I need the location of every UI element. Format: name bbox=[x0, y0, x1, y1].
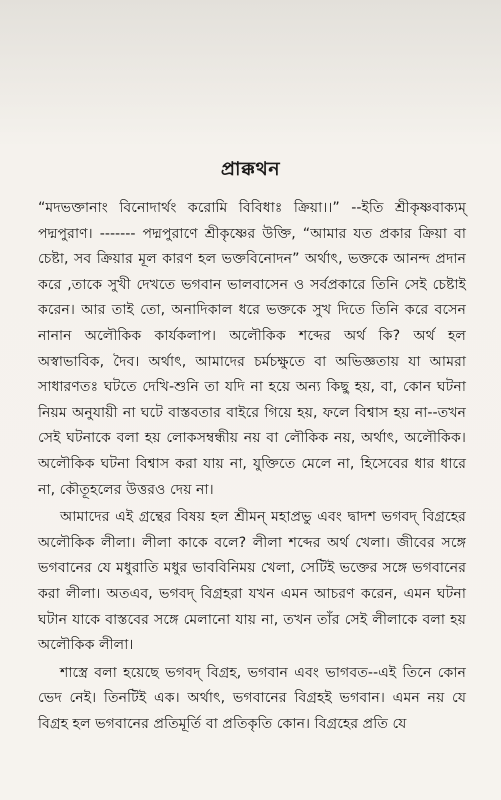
page-shadow bbox=[0, 0, 501, 150]
paragraph-1: “মদভক্তানাং বিনোদার্থং করোমি বিবিধাঃ ক্রিয়া।।” --ইতি শ্রীকৃষ্ণবাক্যম্ পদ্মপুরাণ। ------- পদ্মপুরাণে শ্রীকৃষ্ণের উক্তি, “আমার যত প্রকার ক্রিয়া বা চেষ্টা, সব ক্রিয়ার মূল কারণ হল ভক্তবিনোদন” অর্থাৎ, ভক্তকে আনন্দ প্রদান করে ,তাকে সুখী দেখতে ভগবান ভালবাসেন ও সর্বপ্রকারে তিনি সেই চেষ্টাই করেন। আর তাই তো, অনাদিকাল ধরে ভক্তকে সুখ দিতে তিনি করে বসেন নানান অলৌকিক কার্যকলাপ। অলৌকিক শব্দের অর্থ কি? অর্থ হল অস্বাভাবিক, দৈব। অর্থাৎ, আমাদের চর্মচক্ষুতে বা অভিজ্ঞতায় যা আমরা সাধারণতঃ ঘটতে দেখি-শুনি তা যদি না হয়ে অন্য কিছু হয়, বা, কোন ঘটনা নিয়ম অনুযায়ী না ঘটে বাস্তবতার বাইরে গিয়ে হয়, ফলে বিশ্বাস হয় না--তখন সেই ঘটনাকে বলা হয় লোকসম্বন্ধীয় নয় বা লৌকিক নয়, অর্থাৎ, অলৌকিক। অলৌকিক ঘটনা বিশ্বাস করা যায় না, যুক্তিতে মেলে না, হিসেবের ধার ধারে না, কৌতূহলের উত্তরও দেয় না। bbox=[38, 200, 466, 498]
paragraph-2: আমাদের এই গ্রন্থের বিষয় হল শ্রীমন্ মহাপ্রভু এবং দ্বাদশ ভগবদ্ বিগ্রহের অলৌকিক লীলা। লীলা কাকে বলে? লীলা শব্দের অর্থ খেলা। জীবের সঙ্গে ভগবানের যে মধুরাতি মধুর ভাববিনিময় খেলা, সেটিই ভক্তের সঙ্গে ভগবানের করা লীলা। অতএব, ভগবদ্ বিগ্রহরা যখন এমন আচরণ করেন, এমন ঘটনা ঘটান যাকে বাস্তবের সঙ্গে মেলানো যায় না, তখন তাঁর সেই লীলাকে বলা হয় অলৌকিক লীলা। bbox=[38, 509, 466, 654]
body-text bbox=[38, 196, 466, 737]
page-title: প্রাক্কথন bbox=[220, 158, 281, 180]
paragraph-3: শাস্ত্রে বলা হয়েছে ভগবদ্ বিগ্রহ, ভগবান এবং ভাগবত--এই তিনে কোন ভেদ নেই। তিনটিই এক। অর্থাৎ, ভগবানের বিগ্রহই ভগবান। এমন নয় যে বিগ্রহ হল ভগবানের প্রতিমূর্তি বা প্রতিকৃতি কোন। বিগ্রহের প্রতি যে bbox=[38, 664, 466, 732]
